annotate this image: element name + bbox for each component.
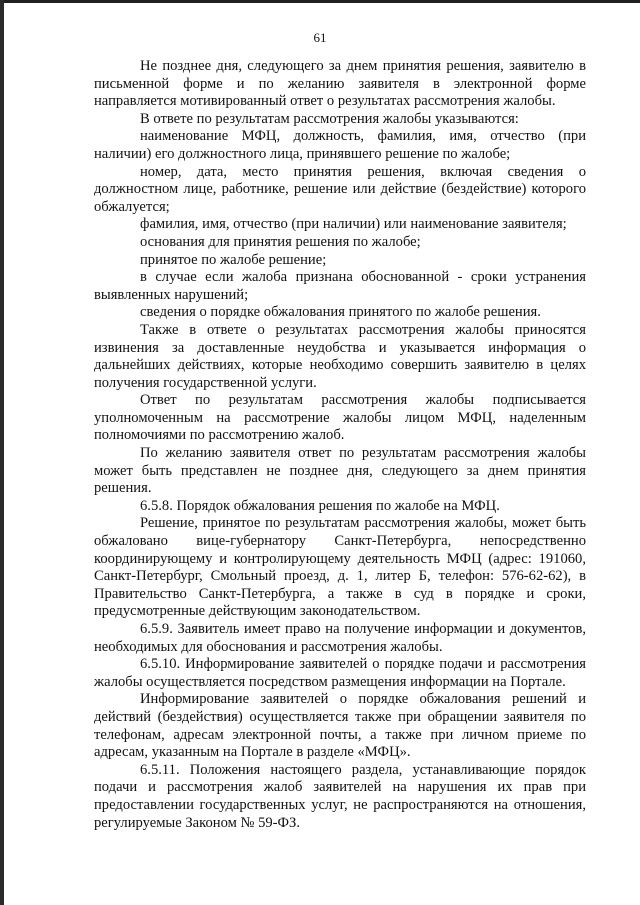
paragraph: В ответе по результатам рассмотрения жалобы указываются:: [140, 110, 519, 127]
paragraph: Также в ответе о результатах рассмотрения жалобы приносятся извинения за доставленные неудобства и указывается информация о дальнейших действиях, которые необходимо совершить заявителю в целях получения государственной услуги.: [94, 321, 586, 391]
paragraph: фамилия, имя, отчество (при наличии) или наименование заявителя;: [140, 216, 567, 233]
paragraph: сведения о порядке обжалования принятого по жалобе решения.: [140, 304, 541, 321]
paragraph: номер, дата, место принятия решения, включая сведения о должностном лице, работнике, решение или действие (бездействие) которого обжалуется;: [94, 163, 586, 215]
scan-edge-top: [0, 0, 640, 3]
paragraph: 6.5.10. Информирование заявителей о порядке подачи и рассмотрения жалобы осуществляется посредством размещения информации на Портале.: [94, 656, 586, 690]
scan-edge-left: [0, 0, 4, 905]
paragraph: По желанию заявителя ответ по результатам рассмотрения жалобы может быть представлен не позднее дня, следующего за днем принятия решения.: [94, 445, 586, 497]
paragraph: Информирование заявителей о порядке обжалования решений и действий (бездействия) осуществляется также при обращении заявителя по телефонам, адресам электронной почты, а также при личном приеме по адресам, указанным на Портале в разделе «МФЦ».: [94, 691, 586, 761]
paragraph: 6.5.11. Положения настоящего раздела, устанавливающие порядок подачи и рассмотрения жалоб заявителей на нарушения их прав при предоставлении государственных услуг, не распространяются на отношения, регулируемые Законом № 59-ФЗ.: [94, 761, 586, 831]
paragraph: наименование МФЦ, должность, фамилия, имя, отчество (при наличии) его должностного лица, принявшего решение по жалобе;: [94, 128, 586, 162]
paragraph: в случае если жалоба признана обоснованной - сроки устранения выявленных нарушений;: [94, 269, 586, 303]
paragraph: Решение, принятое по результатам рассмотрения жалобы, может быть обжаловано вице-губернатору Санкт-Петербурга, непосредственно координирующему и контролирующему деятельность МФЦ (адрес: 191060, Санкт-Петербург, Смольный проезд, д. 1, литер Б, телефон: 576-62-62), в Правительство Санкт-Петербурга, а также в суд в порядке и сроки, предусмотренные действующим законодательством.: [94, 515, 586, 620]
paragraph: принятое по жалобе решение;: [140, 251, 327, 268]
paragraph: Не позднее дня, следующего за днем принятия решения, заявителю в письменной форме и по желанию заявителя в электронной форме направляется мотивированный ответ о результатах рассмотрения жалобы.: [94, 58, 586, 110]
document-body: [94, 58, 586, 832]
paragraph: основания для принятия решения по жалобе;: [140, 233, 421, 250]
paragraph: 6.5.9. Заявитель имеет право на получение информации и документов, необходимых для обоснования и рассмотрения жалобы.: [94, 621, 586, 655]
page-number: 61: [313, 30, 327, 45]
paragraph: Ответ по результатам рассмотрения жалобы подписывается уполномоченным на рассмотрение жалобы лицом МФЦ, наделенным полномочиями по рассмотрению жалоб.: [94, 392, 586, 444]
paragraph-heading: 6.5.8. Порядок обжалования решения по жалобе на МФЦ.: [140, 497, 500, 514]
